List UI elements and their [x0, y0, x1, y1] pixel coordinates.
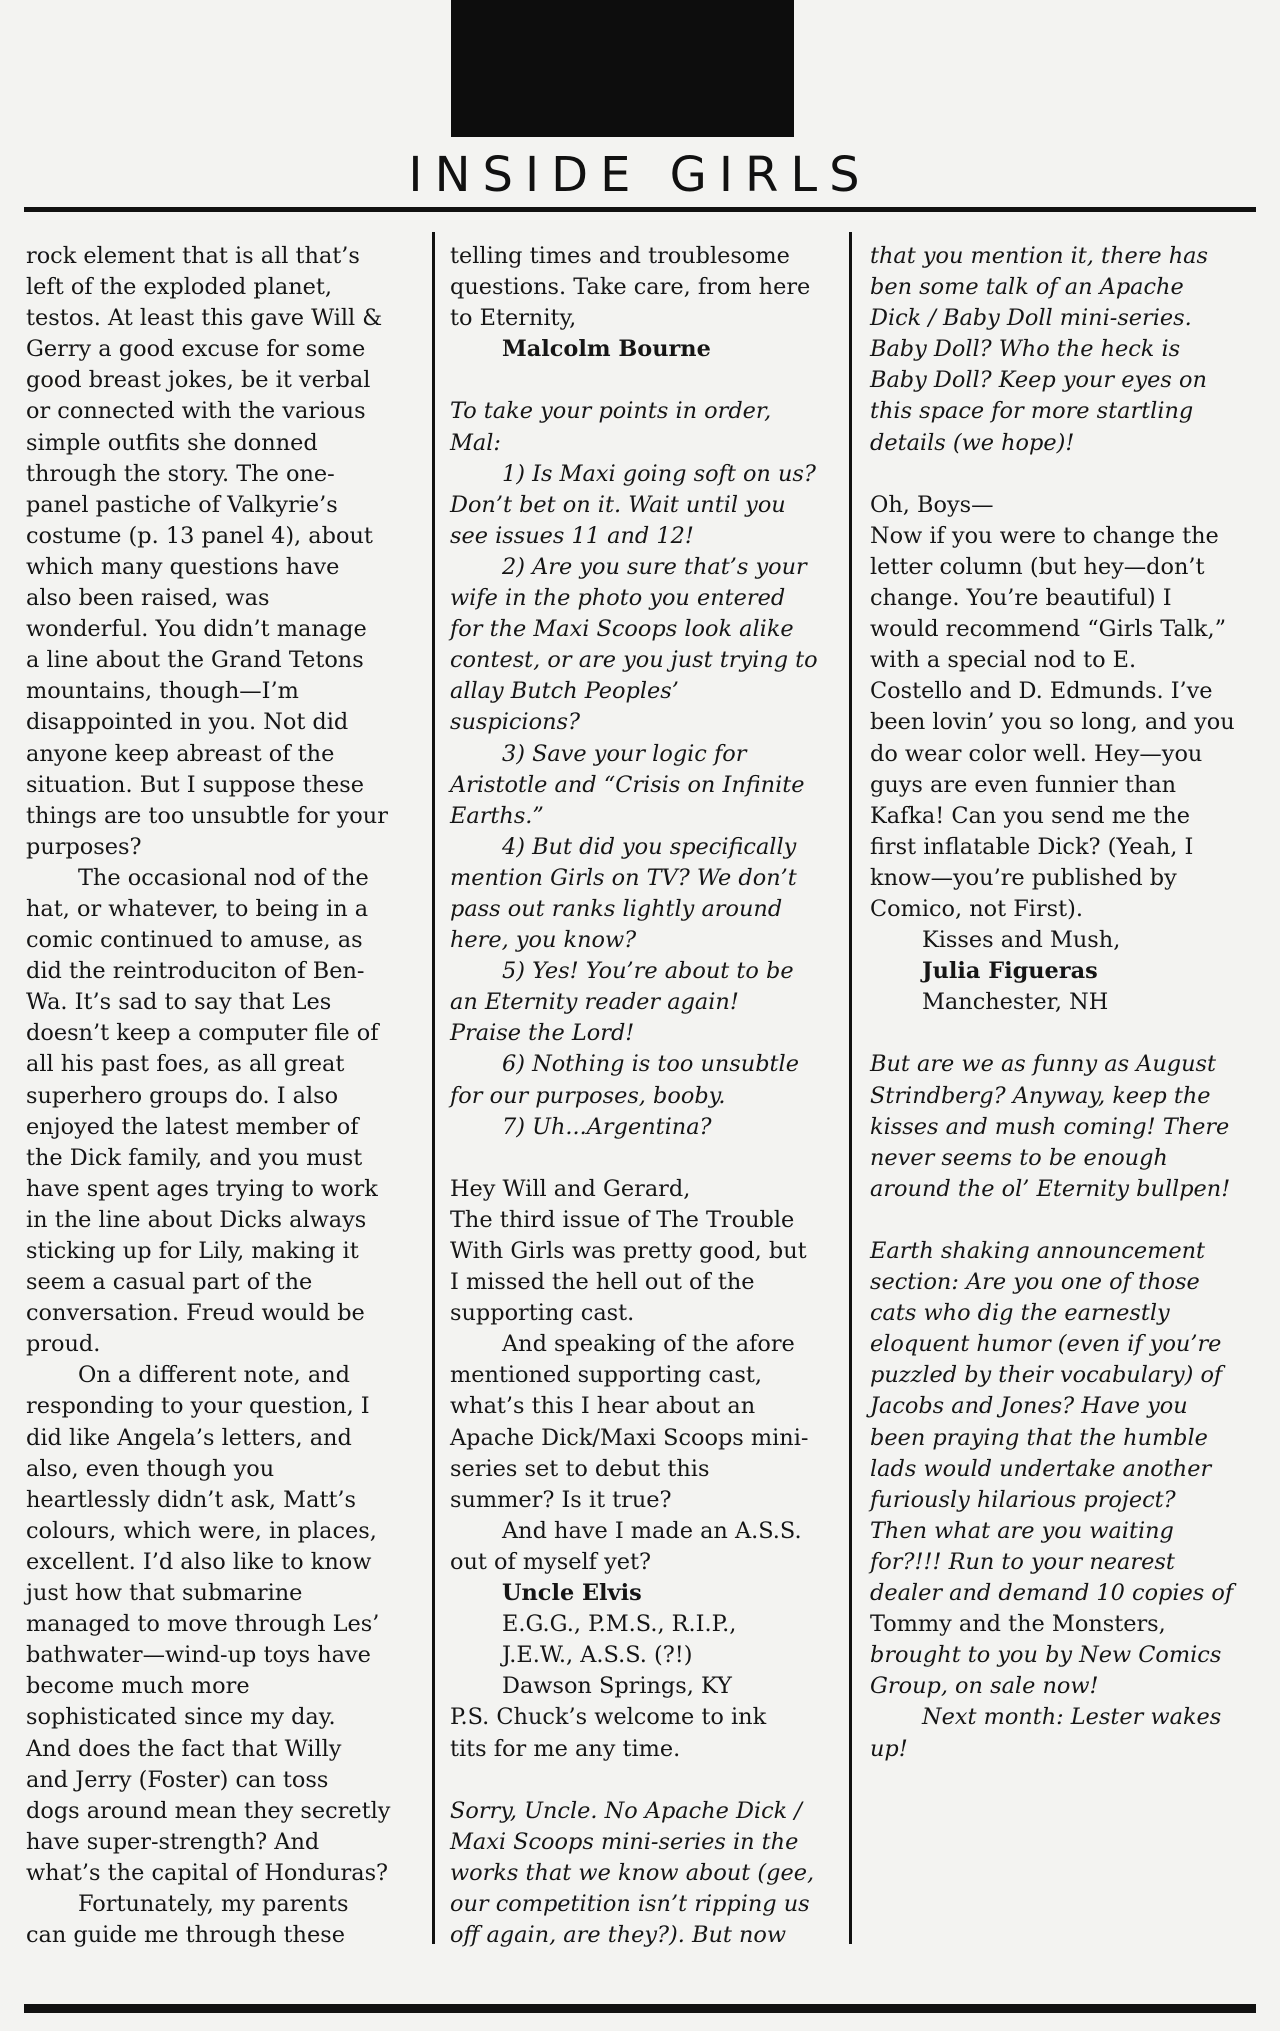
text-line: mentioned supporting cast,	[450, 1362, 762, 1389]
text-line: heartlessly didn’t ask, Matt’s	[26, 1486, 357, 1513]
text-line: panel pastiche of Valkyrie’s	[26, 491, 338, 518]
text-line: J.E.W., A.S.S. (?!)	[502, 1642, 693, 1669]
text-line	[870, 1018, 1235, 1049]
text-line: Don’t bet on it. Wait until you	[450, 491, 786, 518]
text-line: been praying that the humble	[870, 1424, 1208, 1451]
page-title: INSIDE GIRLS	[408, 147, 872, 203]
text-line: also been raised, was	[26, 585, 270, 612]
text-line: furiously hilarious project?	[870, 1486, 1176, 1513]
column-3	[870, 241, 1235, 1765]
text-line: enjoyed the latest member of	[26, 1113, 359, 1140]
text-line: for our purposes, booby.	[450, 1082, 726, 1109]
text-line: here, you know?	[450, 927, 637, 954]
text-line: On a different note, and	[78, 1362, 350, 1389]
text-line: and Jerry (Foster) can toss	[26, 1766, 329, 1793]
text-line: colours, which were, in places,	[26, 1517, 377, 1544]
text-line: Next month: Lester wakes	[922, 1704, 1222, 1731]
text-line: situation. But I suppose these	[26, 771, 364, 798]
text-line: managed to move through Les’	[26, 1611, 380, 1638]
text-line: kisses and mush coming! There	[870, 1113, 1230, 1140]
text-line: see issues 11 and 12!	[450, 522, 694, 549]
text-line: anyone keep abreast of the	[26, 740, 335, 767]
text-line: would recommend “Girls Talk,”	[870, 616, 1227, 643]
text-line: or connected with the various	[26, 398, 366, 425]
text-line: that you mention it, there has	[870, 243, 1209, 269]
text-line: mountains, though—I’m	[26, 678, 299, 705]
text-line: 6) Nothing is too unsubtle	[502, 1051, 799, 1078]
text-line: out of myself yet?	[450, 1548, 651, 1575]
text-line: costume (p. 13 panel 4), about	[26, 522, 373, 549]
text-line: Group, on sale now!	[870, 1673, 1099, 1700]
text-line: Now if you were to change the	[870, 522, 1219, 549]
text-line: sophisticated since my day.	[26, 1704, 336, 1731]
text-line: Hey Will and Gerard,	[450, 1175, 691, 1202]
text-line: Julia Figueras	[922, 958, 1098, 985]
text-line: lads would undertake another	[870, 1455, 1212, 1482]
text-line: Strindberg? Anyway, keep the	[870, 1082, 1211, 1109]
text-line: The occasional nod of the	[78, 864, 369, 891]
text-line: Baby Doll? Keep your eyes on	[870, 367, 1207, 394]
text-line: have spent ages trying to work	[26, 1175, 378, 1202]
text-line	[450, 1143, 818, 1174]
text-line: hat, or whatever, to being in a	[26, 895, 369, 922]
text-line: Costello and D. Edmunds. I’ve	[870, 678, 1213, 705]
column-2	[450, 241, 818, 1951]
text-line: 4) But did you specifically	[502, 833, 797, 860]
text-line: conversation. Freud would be	[26, 1300, 365, 1327]
text-line: section: Are you one of those	[870, 1269, 1200, 1296]
text-line: what’s this I hear about an	[450, 1393, 756, 1420]
text-line: responding to your question, I	[26, 1393, 370, 1420]
column-divider-1	[432, 232, 435, 1944]
text-line: 1) Is Maxi going soft on us?	[502, 460, 816, 487]
text-line: with a special nod to E.	[870, 647, 1137, 674]
text-line: for?!!! Run to your nearest	[870, 1548, 1175, 1575]
text-line: rock element that is all that’s	[26, 243, 360, 269]
text-line: Earths.”	[450, 802, 544, 829]
text-line: Uncle Elvis	[502, 1580, 642, 1607]
text-line: can guide me through these	[26, 1922, 345, 1949]
bottom-rule	[24, 2004, 1256, 2013]
text-line: cats who dig the earnestly	[870, 1300, 1170, 1327]
text-line: up!	[870, 1735, 908, 1762]
text-line: suspicions?	[450, 709, 580, 736]
text-line: an Eternity reader again!	[450, 989, 739, 1016]
text-line: Sorry, Uncle. No Apache Dick /	[450, 1797, 802, 1824]
text-line: 2) Are you sure that’s your	[502, 553, 807, 580]
text-line: With Girls was pretty good, but	[450, 1238, 807, 1264]
text-line: eloquent humor (even if you’re	[870, 1331, 1222, 1358]
text-line: Earth shaking announcement	[870, 1238, 1205, 1264]
text-line: dealer and demand 10 copies of	[870, 1580, 1234, 1607]
text-line: mention Girls on TV? We don’t	[450, 864, 797, 891]
text-line: which many questions have	[26, 553, 340, 580]
text-line: wife in the photo you entered	[450, 585, 786, 612]
text-line: change. You’re beautiful) I	[870, 585, 1172, 612]
text-line: to Eternity,	[450, 305, 577, 332]
text-line: good breast jokes, be it verbal	[26, 367, 371, 394]
text-line: And speaking of the afore	[502, 1331, 795, 1358]
text-line: tits for me any time.	[450, 1735, 681, 1762]
text-line: Jacobs and Jones? Have you	[870, 1393, 1188, 1420]
text-line: To take your points in order,	[450, 398, 772, 425]
text-line: all his past foes, as all great	[26, 1051, 345, 1078]
text-line: Baby Doll? Who the heck is	[870, 336, 1181, 363]
text-line: simple outfits she donned	[26, 429, 318, 456]
text-line: Dick / Baby Doll mini-series.	[870, 305, 1192, 332]
text-line: first inflatable Dick? (Yeah, I	[870, 833, 1194, 860]
text-line: I missed the hell out of the	[450, 1269, 755, 1296]
text-line: this space for more startling	[870, 398, 1194, 425]
text-line: But are we as funny as August	[870, 1051, 1217, 1078]
text-line: also, even though you	[26, 1455, 275, 1482]
text-line: Wa. It’s sad to say that Les	[26, 989, 332, 1016]
title-rule	[24, 207, 1256, 212]
text-line: contest, or are you just trying to	[450, 647, 818, 674]
text-line: Tommy and the Monsters,	[870, 1611, 1166, 1638]
text-line: know—you’re published by	[870, 864, 1177, 891]
text-line: And does the fact that Willy	[26, 1735, 342, 1762]
text-line: pass out ranks lightly around	[450, 895, 783, 922]
text-line: summer? Is it true?	[450, 1486, 672, 1513]
text-line: our competition isn’t ripping us	[450, 1890, 810, 1917]
text-line: series set to debut this	[450, 1455, 710, 1482]
text-line: off again, are they?). But now	[450, 1922, 787, 1949]
text-line: And have I made an A.S.S.	[502, 1517, 802, 1544]
text-line: ben some talk of an Apache	[870, 274, 1184, 301]
text-line: did the reintroduciton of Ben-	[26, 958, 365, 985]
text-line	[870, 459, 1235, 490]
text-line: Comico, not First).	[870, 895, 1084, 922]
text-line: bathwater—wind-up toys have	[26, 1642, 371, 1669]
text-line: 7) Uh...Argentina?	[502, 1113, 712, 1140]
text-line: Fortunately, my parents	[78, 1890, 349, 1917]
text-line: questions. Take care, from here	[450, 274, 811, 301]
text-line	[870, 1205, 1235, 1236]
text-line: in the line about Dicks always	[26, 1206, 367, 1233]
text-line: what’s the capital of Honduras?	[26, 1859, 389, 1886]
text-line: purposes?	[26, 833, 142, 860]
text-line: Malcolm Bourne	[502, 336, 711, 363]
text-line: Aristotle and “Crisis on Infinite	[450, 771, 805, 798]
text-line: have super-strength? And	[26, 1828, 320, 1855]
text-line: Praise the Lord!	[450, 1020, 635, 1047]
text-line: details (we hope)!	[870, 429, 1075, 456]
text-line: proud.	[26, 1331, 101, 1358]
text-line: guys are even funnier than	[870, 771, 1177, 798]
text-line: puzzled by their vocabulary) of	[870, 1362, 1223, 1389]
text-line: dogs around mean they secretly	[26, 1797, 391, 1824]
text-line: excellent. I’d also like to know	[26, 1548, 372, 1575]
text-line	[450, 365, 818, 396]
header-black-block	[451, 0, 794, 137]
text-line: wonderful. You didn’t manage	[26, 616, 367, 643]
text-line: E.G.G., P.M.S., R.I.P.,	[502, 1611, 737, 1638]
text-line: testos. At least this gave Will &	[26, 305, 383, 332]
column-1	[26, 241, 390, 1951]
text-line: Apache Dick/Maxi Scoops mini-	[450, 1424, 809, 1451]
text-line: allay Butch Peoples’	[450, 678, 679, 705]
text-line	[450, 1765, 818, 1796]
text-line: Kafka! Can you send me the	[870, 802, 1190, 829]
text-line: 3) Save your logic for	[502, 740, 747, 767]
text-line: the Dick family, and you must	[26, 1144, 363, 1171]
text-line: doesn’t keep a computer file of	[26, 1020, 379, 1047]
text-line: supporting cast.	[450, 1300, 635, 1327]
text-line: P.S. Chuck’s welcome to ink	[450, 1704, 767, 1731]
text-line: disappointed in you. Not did	[26, 709, 349, 736]
text-line: Maxi Scoops mini-series in the	[450, 1828, 799, 1855]
text-line: a line about the Grand Tetons	[26, 647, 364, 674]
text-line: just how that submarine	[26, 1580, 303, 1607]
text-line: The third issue of The Trouble	[450, 1206, 795, 1233]
text-line: never seems to be enough	[870, 1144, 1168, 1171]
text-line: left of the exploded planet,	[26, 274, 333, 301]
text-line: 5) Yes! You’re about to be	[502, 958, 794, 985]
text-line: letter column (but hey—don’t	[870, 553, 1205, 580]
text-line: brought to you by New Comics	[870, 1642, 1222, 1669]
text-line: comic continued to amuse, as	[26, 927, 363, 954]
text-line: Kisses and Mush,	[922, 927, 1121, 954]
text-line: sticking up for Lily, making it	[26, 1238, 359, 1264]
text-line: Gerry a good excuse for some	[26, 336, 366, 363]
text-line: around the ol’ Eternity bullpen!	[870, 1175, 1231, 1202]
text-line: do wear color well. Hey—you	[870, 740, 1203, 767]
text-line: Mal:	[450, 429, 501, 456]
text-line: superhero groups do. I also	[26, 1082, 339, 1109]
text-line: works that we know about (gee,	[450, 1859, 815, 1886]
text-line: Manchester, NH	[922, 989, 1109, 1016]
text-line: through the story. The one-	[26, 460, 335, 487]
text-line: become much more	[26, 1673, 250, 1700]
text-line: Oh, Boys—	[870, 491, 994, 518]
text-line: things are too unsubtle for your	[26, 802, 388, 829]
text-line: did like Angela’s letters, and	[26, 1424, 352, 1451]
text-line: for the Maxi Scoops look alike	[450, 616, 794, 643]
text-line: Then what are you waiting	[870, 1517, 1174, 1544]
text-line: been lovin’ you so long, and you	[870, 709, 1235, 736]
text-line: telling times and troublesome	[450, 243, 790, 269]
text-line: Dawson Springs, KY	[502, 1673, 732, 1700]
column-divider-2	[849, 232, 852, 1944]
text-line: seem a casual part of the	[26, 1269, 313, 1296]
